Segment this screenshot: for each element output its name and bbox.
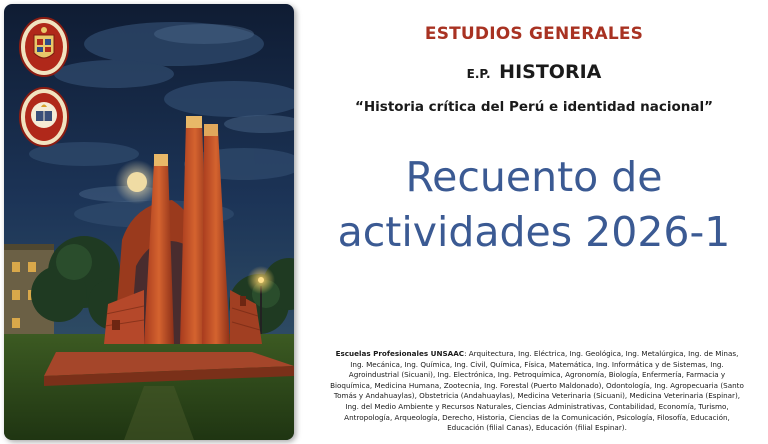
schools-list: [328, 349, 746, 434]
cover-painting: [4, 4, 294, 440]
main-title: [300, 150, 768, 260]
school-line: [300, 61, 768, 83]
schools-text: : Arquitectura, Ing. Eléctrica, Ing. Geológica, Ing. Metalúrgica, Ing. de Minas, Ing. Mecánica, Ing. Química, Ing. Civil, Química, Física, Matemática, Ing. Informática y de Sistemas, Ing. Agroindustrial (Sicuani), Ing. Electrónica, Ing. Petroquímica, Agronomía, Biología, Enfermería, Farmacia y Bioquímica, Medicina Humana, Zootecnia, Ing. Forestal (Puerto Maldonado), Odontología, Ing. Agropecuaria (Santo Tomás y Andahuaylas), Obstetricia (Andahuaylas), Medicina Veterinaria (Sicuani), Medicina Veterinaria (Espinar), Ing. del Medio Ambiente y Recursos Naturales, Ciencias Administrativas, Contabilidad, Economía, Turismo, Antropología, Arqueología, Derecho, Historia, Ciencias de la Comunicación, Psicología, Filosofía, Educación, Educación (filial Canas), Educación (filial Espinar).: [330, 349, 744, 433]
main-title-line-1: Recuento de: [405, 153, 663, 201]
school-prefix: E.P.: [466, 67, 491, 81]
course-title: “Historia crítica del Perú e identidad nacional”: [355, 99, 713, 115]
org-title: ESTUDIOS GENERALES: [424, 24, 644, 44]
school-name: HISTORIA: [499, 61, 602, 83]
schools-label: Escuelas Profesionales UNSAAC: [335, 349, 465, 358]
main-title-line-2: actividades 2026-1: [337, 208, 731, 256]
university-crest-icon: [19, 17, 69, 77]
title-area: [300, 0, 768, 444]
faculty-crest-icon: [19, 87, 69, 147]
